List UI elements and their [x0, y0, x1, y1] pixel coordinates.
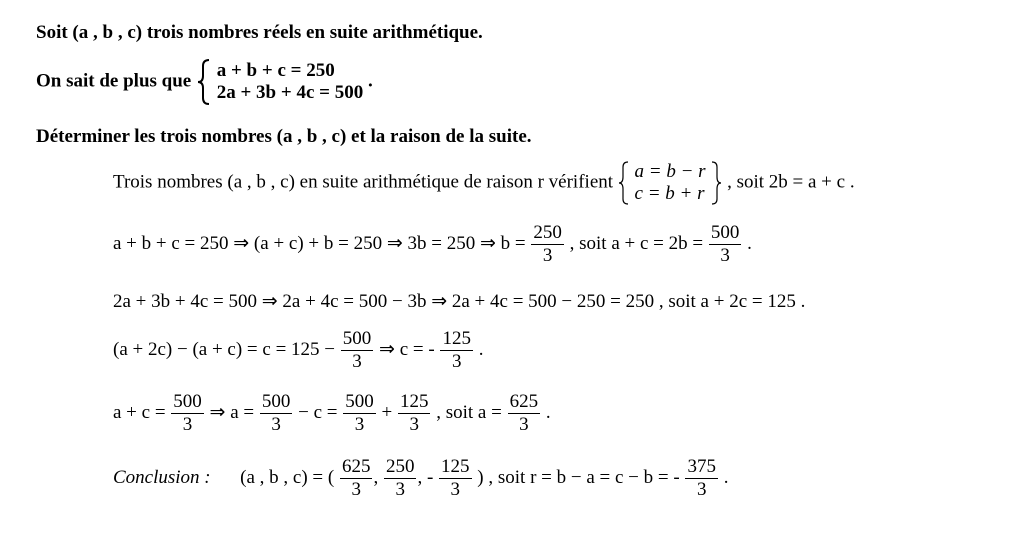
solution-line-6: Conclusion : (a , b , c) = ( $\frac{625}{3}$ , $\frac{250}{3}$ , - $\frac{125}{3}$ ) , soit r = b − a = c − b = - $\frac{375}{3}$ .: [113, 456, 729, 500]
denominator: 3: [271, 414, 281, 435]
fraction: [343, 391, 376, 436]
fraction: [508, 391, 541, 436]
fraction: [384, 456, 417, 501]
solution-line-4: [113, 328, 483, 373]
denominator: 3: [720, 245, 730, 266]
numerator: 625: [341, 456, 371, 477]
solution-line-2: [113, 222, 752, 267]
numerator: 500: [261, 391, 291, 412]
numerator: 250: [385, 456, 415, 477]
numerator: 500: [173, 391, 202, 412]
s4-mid: ⇒ c = -: [379, 338, 435, 360]
fraction: [398, 391, 431, 436]
s6-t2: ) , soit r = b − a = c − b = -: [477, 466, 680, 488]
s1-system: [635, 161, 706, 205]
problem-line-2-prefix: On sait de plus que: [36, 70, 192, 92]
numerator: 250: [533, 222, 562, 243]
fraction: [531, 222, 564, 267]
denominator: 3: [395, 479, 405, 500]
system-equation-2: 2a + 3b + 4c = 500: [216, 82, 364, 103]
s1-system-eq-2: c = b + r: [634, 183, 705, 204]
fraction: [340, 456, 373, 501]
s5-t5: , soit a =: [436, 401, 502, 423]
problem-line-1: Soit (a , b , c) trois nombres réels en suite arithmétique.: [36, 22, 483, 43]
s4-text: (a + 2c) − (a + c) = c = 125 −: [113, 338, 336, 360]
period: .: [478, 338, 484, 360]
denominator: 3: [519, 414, 529, 435]
denominator: 3: [450, 479, 461, 500]
s1-text: Trois nombres (a , b , c) en suite arithmétique de raison r vérifient: [113, 171, 614, 193]
denominator: 3: [354, 414, 365, 435]
numerator: 375: [687, 456, 716, 477]
system-equation-1: a + b + c = 250: [216, 60, 335, 81]
fraction: [341, 328, 374, 373]
numerator: 125: [441, 456, 470, 477]
s6-t1: (a , b , c) = (: [240, 466, 335, 488]
denominator: 3: [182, 414, 193, 435]
numerator: 500: [345, 391, 374, 412]
fraction: [171, 391, 204, 436]
s5-t3: − c =: [298, 401, 338, 423]
s5-t2: ⇒ a =: [209, 401, 255, 423]
s2-mid: , soit a + c = 2b =: [569, 232, 704, 254]
problem-line-3: Déterminer les trois nombres (a , b , c) et la raison de la suite.: [36, 126, 532, 147]
fraction: [260, 391, 293, 436]
s2-text: a + b + c = 250 ⇒ (a + c) + b = 250 ⇒ 3b = 250 ⇒ b =: [113, 232, 526, 254]
denominator: 3: [451, 351, 462, 372]
s5-t4: +: [381, 401, 393, 423]
numerator: 500: [710, 222, 740, 243]
s5-text: a + c =: [113, 401, 166, 423]
solution-line-5: [113, 391, 551, 436]
numerator: 500: [342, 328, 372, 349]
solution-line-1: [113, 160, 855, 206]
denominator: 3: [542, 245, 553, 266]
conclusion-label: Conclusion :: [113, 466, 211, 488]
fraction: [709, 222, 742, 267]
period: .: [747, 232, 752, 254]
period: .: [723, 466, 729, 488]
fraction: [440, 328, 473, 373]
left-brace-icon: [618, 160, 630, 206]
numerator: 125: [442, 328, 471, 349]
left-brace-icon: [196, 58, 212, 106]
fraction: [685, 456, 718, 501]
fraction: [439, 456, 472, 501]
denominator: 3: [696, 479, 707, 500]
right-brace-icon: [710, 160, 722, 206]
numerator: 625: [509, 391, 539, 412]
numerator: 125: [399, 391, 429, 412]
s1-tail: , soit 2b = a + c .: [727, 171, 855, 193]
denominator: 3: [409, 414, 419, 435]
solution-line-3: 2a + 3b + 4c = 500 ⇒ 2a + 4c = 500 − 3b ⇒ 2a + 4c = 500 − 250 = 250 , soit a + 2c = 125 .: [113, 291, 806, 312]
denominator: 3: [351, 479, 361, 500]
s1-system-eq-1: a = b − r: [634, 161, 706, 182]
period: .: [545, 401, 551, 423]
problem-line-2: [36, 58, 373, 106]
denominator: 3: [352, 351, 362, 372]
problem-system: [217, 60, 363, 104]
system-period: .: [367, 70, 373, 92]
